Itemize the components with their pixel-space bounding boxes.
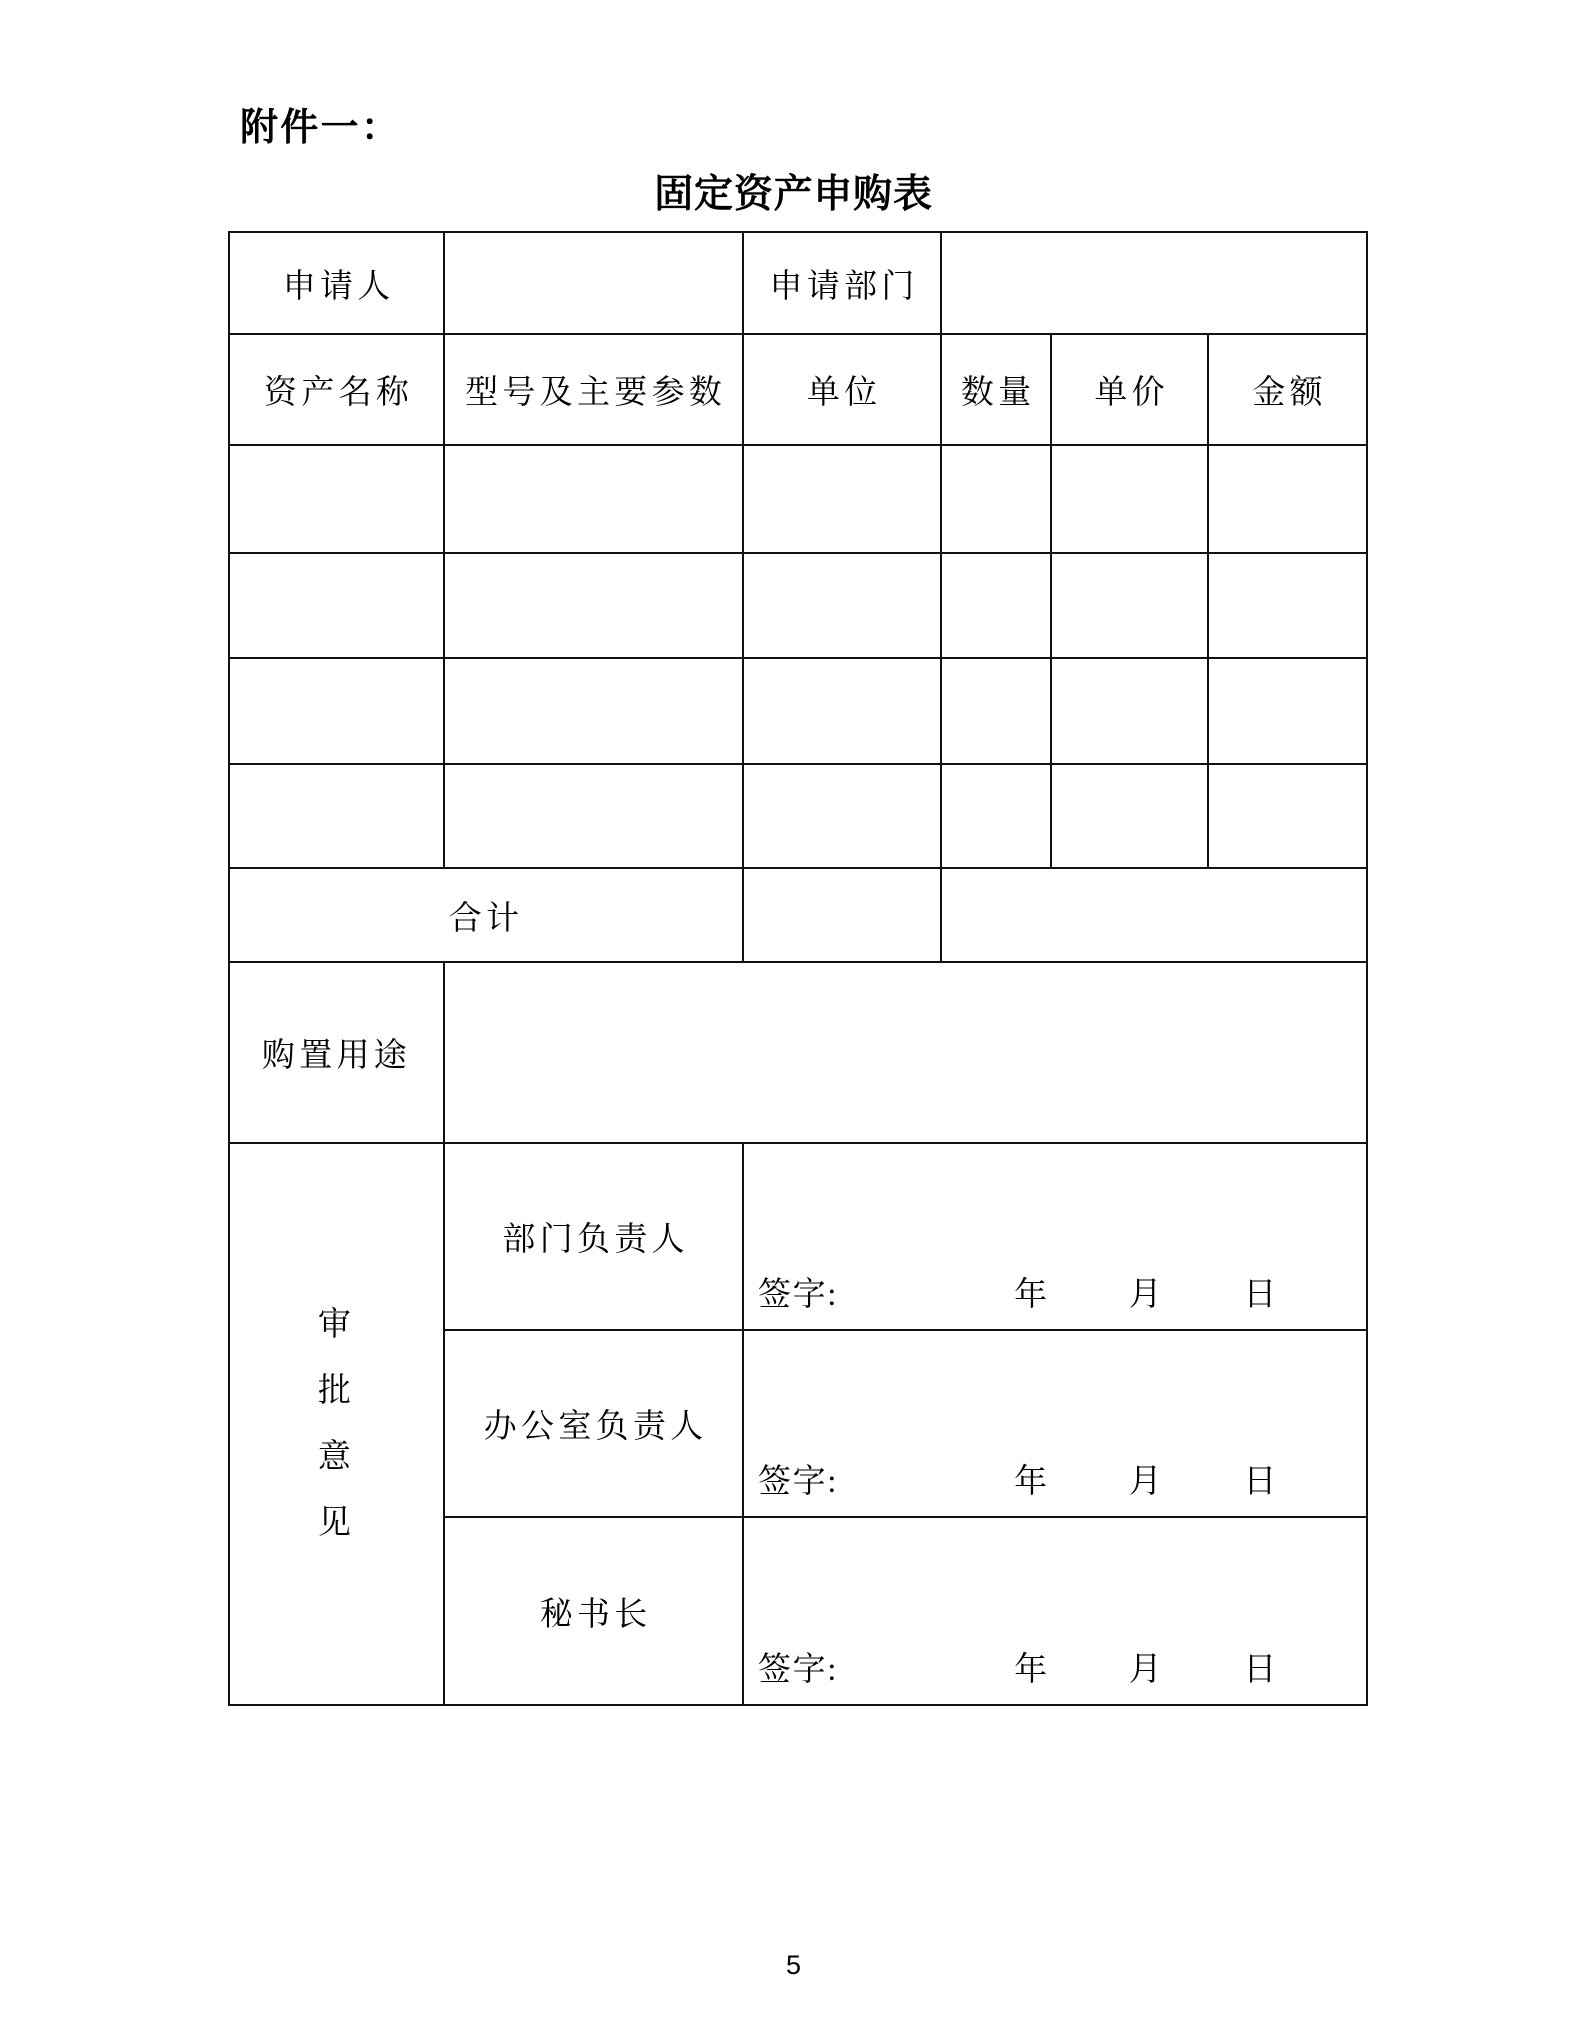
data-cell bbox=[743, 553, 941, 658]
signature-cell-office-head bbox=[743, 1330, 1367, 1517]
col-header-unit-price: 单价 bbox=[1051, 334, 1208, 445]
info-row bbox=[229, 232, 1367, 334]
year-label: 年 bbox=[1014, 1464, 1049, 1500]
page-number: 5 bbox=[785, 1950, 802, 1980]
signature-line bbox=[744, 1331, 1366, 1516]
data-cell bbox=[941, 658, 1051, 764]
approval-opinion-label bbox=[229, 1143, 444, 1705]
data-cell bbox=[229, 445, 444, 553]
data-cell bbox=[743, 658, 941, 764]
col-header-amount: 金额 bbox=[1208, 334, 1367, 445]
total-amount-cell bbox=[941, 868, 1367, 962]
data-cell bbox=[444, 445, 743, 553]
date-placeholders bbox=[1014, 1455, 1278, 1502]
data-cell bbox=[941, 553, 1051, 658]
day-label: 日 bbox=[1243, 1277, 1279, 1313]
total-label: 合计 bbox=[229, 868, 743, 962]
approval-char: 批 bbox=[317, 1373, 356, 1409]
role-label-office-head: 办公室负责人 bbox=[444, 1330, 743, 1517]
data-cell bbox=[444, 553, 743, 658]
approval-char: 审 bbox=[317, 1307, 356, 1343]
data-cell bbox=[444, 658, 743, 764]
signature-cell-department-head bbox=[743, 1143, 1367, 1330]
data-row bbox=[229, 764, 1367, 868]
signature-line bbox=[744, 1144, 1366, 1329]
purpose-value-cell bbox=[444, 962, 1367, 1143]
data-row bbox=[229, 658, 1367, 764]
signature-label: 签字: bbox=[758, 1277, 839, 1313]
column-header-row bbox=[229, 334, 1367, 445]
data-cell bbox=[1208, 445, 1367, 553]
approval-char: 意 bbox=[317, 1439, 356, 1475]
data-cell bbox=[743, 445, 941, 553]
signature-line bbox=[744, 1518, 1366, 1704]
applicant-label: 申请人 bbox=[229, 232, 444, 334]
department-label: 申请部门 bbox=[743, 232, 941, 334]
col-header-model-params: 型号及主要参数 bbox=[444, 334, 743, 445]
data-row bbox=[229, 553, 1367, 658]
day-label: 日 bbox=[1243, 1652, 1279, 1688]
month-label: 月 bbox=[1128, 1277, 1164, 1313]
fixed-asset-form-table bbox=[228, 231, 1368, 1706]
col-header-asset-name: 资产名称 bbox=[229, 334, 444, 445]
role-label-secretary-general: 秘书长 bbox=[444, 1517, 743, 1705]
month-label: 月 bbox=[1128, 1652, 1164, 1688]
col-header-unit: 单位 bbox=[743, 334, 941, 445]
page-title: 固定资产申购表 bbox=[654, 173, 933, 216]
purpose-label: 购置用途 bbox=[229, 962, 444, 1143]
approval-opinion-vertical-text bbox=[230, 1292, 443, 1556]
purpose-row bbox=[229, 962, 1367, 1143]
signature-label: 签字: bbox=[758, 1464, 839, 1500]
signature-label: 签字: bbox=[758, 1652, 839, 1688]
data-row bbox=[229, 445, 1367, 553]
data-cell bbox=[1208, 764, 1367, 868]
total-unit-cell bbox=[743, 868, 941, 962]
data-cell bbox=[229, 553, 444, 658]
col-header-quantity: 数量 bbox=[941, 334, 1051, 445]
approval-char: 见 bbox=[317, 1505, 356, 1541]
month-label: 月 bbox=[1128, 1464, 1164, 1500]
data-cell bbox=[229, 658, 444, 764]
data-cell bbox=[1208, 553, 1367, 658]
data-cell bbox=[1051, 764, 1208, 868]
signature-cell-secretary-general bbox=[743, 1517, 1367, 1705]
data-cell bbox=[444, 764, 743, 868]
year-label: 年 bbox=[1014, 1652, 1049, 1688]
department-value-cell bbox=[941, 232, 1367, 334]
applicant-value-cell bbox=[444, 232, 743, 334]
date-placeholders bbox=[1014, 1643, 1278, 1690]
data-cell bbox=[1051, 658, 1208, 764]
data-cell bbox=[1208, 658, 1367, 764]
data-cell bbox=[743, 764, 941, 868]
data-cell bbox=[941, 445, 1051, 553]
year-label: 年 bbox=[1014, 1277, 1049, 1313]
day-label: 日 bbox=[1243, 1464, 1279, 1500]
total-row bbox=[229, 868, 1367, 962]
role-label-department-head: 部门负责人 bbox=[444, 1143, 743, 1330]
data-cell bbox=[941, 764, 1051, 868]
date-placeholders bbox=[1014, 1268, 1278, 1315]
data-cell bbox=[229, 764, 444, 868]
data-cell bbox=[1051, 553, 1208, 658]
approval-row-department-head bbox=[229, 1143, 1367, 1330]
data-cell bbox=[1051, 445, 1208, 553]
attachment-label: 附件一： bbox=[240, 107, 402, 149]
